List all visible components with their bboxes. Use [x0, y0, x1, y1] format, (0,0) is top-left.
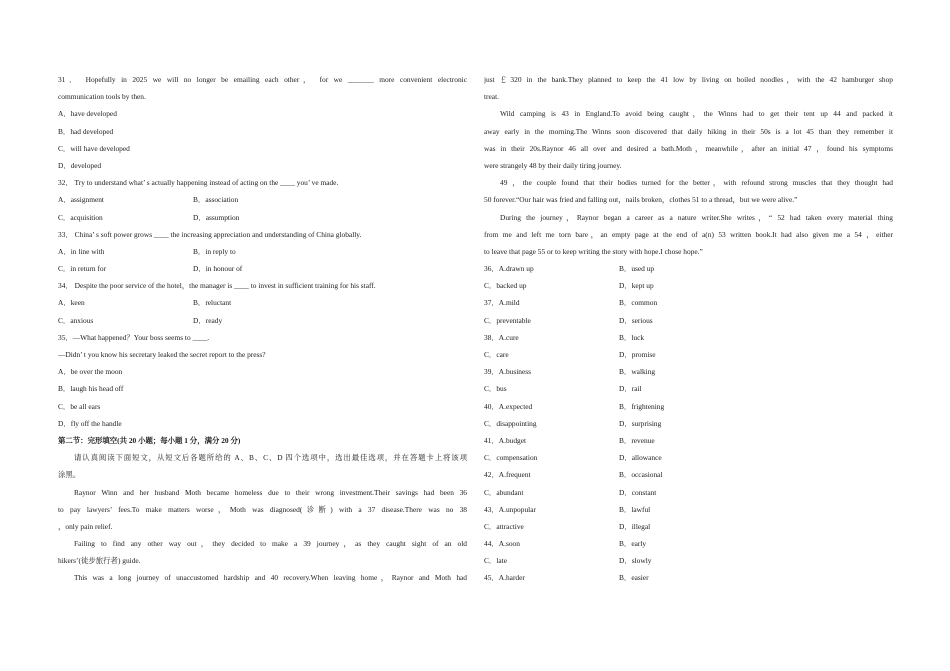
q31-option-c: C．will have developed: [58, 143, 130, 153]
q34-option-d: D．ready: [193, 315, 223, 325]
option-right: D．illegal: [619, 521, 651, 531]
option-row-7: [484, 363, 893, 380]
option-right: D．allowance: [619, 453, 662, 463]
passage-p3-line-1: This was a long journey of unaccustomed hardship and 40 recovery.When leaving home，Raynor and Moth had: [74, 573, 467, 583]
q33-options-row2: [58, 260, 467, 277]
passage-p1-line-1: Raynor Winn and her husband Moth became homeless due to their wrong investment.Their savings had been 36: [74, 487, 467, 497]
option-right: D．slowly: [619, 556, 652, 566]
option-left: 43．A.unpopular: [484, 504, 536, 514]
option-row-17: [484, 535, 893, 552]
option-row-15: [484, 501, 893, 518]
right-column: [484, 71, 893, 587]
q33-option-a: A．in line with: [58, 246, 105, 256]
option-row-1: [484, 260, 893, 277]
section-heading: 第二节：完形填空(共 20 小题；每小题 1 分，满分 20 分): [58, 435, 241, 445]
option-row-8: [484, 380, 893, 397]
q35-option-d: D．fly off the handle: [58, 418, 122, 428]
passage-p6-line-1: During the journey，Raynor began a career as a nature writer.She writes，“ 52 had taken every material thing: [500, 212, 893, 222]
q34-stem: 34． Despite the poor service of the hotel，the manager is ____ to invest in sufficient training for his staff.: [58, 281, 376, 291]
option-left: C．preventable: [484, 315, 531, 325]
q34-option-a: A．keen: [58, 298, 85, 308]
q31-stem-cont: communication tools by then.: [58, 92, 146, 102]
option-row-6: [484, 346, 893, 363]
passage-p4-line-2: away early in the morning.The Winns soon discovered that daily hiking in their 50s is a lot 45 than they remember it: [484, 126, 893, 136]
option-left: C．late: [484, 556, 507, 566]
option-row-12: [484, 449, 893, 466]
option-row-13: [484, 466, 893, 483]
passage-p2-line-1: Failing to find any other way out，they decided to make a 39 journey，as they caught sight of an old: [74, 539, 467, 549]
option-right: B．common: [619, 298, 658, 308]
left-column: [58, 71, 467, 587]
option-right: B．frightening: [619, 401, 665, 411]
q35-stem-cont: —Didn’ t you know his secretary leaked the secret report to the press?: [58, 350, 266, 359]
q32-option-a: A．assignment: [58, 195, 104, 205]
option-row-5: [484, 329, 893, 346]
q32-options-row1: [58, 191, 467, 208]
passage-p3-line-2: just ￡320 in the bank.They planned to keep the 41 low by living on boiled noodles，with the 42 hamburger shop: [484, 75, 893, 84]
passage-p4-line-3: was in their 20s.Raynor 46 all over and desired a bath.Moth，meanwhile，after an initial 47 ，found his symptoms: [484, 143, 893, 153]
option-left: C．attractive: [484, 521, 524, 531]
option-row-9: [484, 398, 893, 415]
option-right: B．revenue: [619, 435, 655, 445]
option-right: D．rail: [619, 384, 642, 394]
q34-options-row2: [58, 312, 467, 329]
q33-options-row1: [58, 243, 467, 260]
passage-p2-line-2: hikers’(徒步旅行者) guide.: [58, 556, 141, 566]
instruction-line-1: 请认真阅读下面短文，从短文后各题所给的 A、B、C、D 四个选项中，选出最佳选项，并在答题卡上将该项: [74, 453, 467, 463]
q33-option-c: C．in return for: [58, 264, 107, 274]
option-left: 38．A.cure: [484, 332, 519, 342]
passage-p1-line-3: ，only pain relief.: [58, 521, 113, 531]
option-left: C．compensation: [484, 453, 538, 463]
q35-option-b: B．laugh his head off: [58, 384, 124, 394]
option-right: B．early: [619, 539, 647, 549]
q31-option-a: A．have developed: [58, 109, 117, 119]
option-row-11: [484, 432, 893, 449]
option-left: 44．A.soon: [484, 539, 520, 549]
passage-p4-line-1: Wild camping is 43 in England.To avoid being caught，the Winns had to get their tent up 44 and packed it: [500, 109, 893, 119]
option-right: B．easier: [619, 573, 649, 583]
q33-option-b: B．in reply to: [193, 246, 236, 256]
option-left: 42．A.frequent: [484, 470, 531, 480]
option-right: D．promise: [619, 350, 656, 359]
passage-p3-line-3: treat.: [484, 92, 499, 102]
q31-stem: 31． Hopefully in 2025 we will no longer be emailing each other， for we _______ more convenient electronic: [58, 75, 467, 84]
q32-option-c: C．acquisition: [58, 212, 103, 222]
option-row-18: [484, 552, 893, 569]
option-row-16: [484, 518, 893, 535]
option-left: 41．A.budget: [484, 435, 527, 445]
passage-p5-line-2: 50 forever.“Our hair was fried and falling out，nails broken，clothes 51 to a thread，but we were alive.”: [484, 195, 798, 205]
option-left: 45．A.harder: [484, 573, 525, 583]
q33-stem: 33． China’ s soft power grows ____ the increasing appreciation and understanding of China globally.: [58, 229, 362, 239]
q34-option-c: C．anxious: [58, 315, 94, 325]
q34-option-b: B．reluctant: [193, 298, 232, 308]
option-right: B．lawful: [619, 504, 651, 514]
option-row-2: [484, 277, 893, 294]
q32-option-b: B．association: [193, 195, 239, 205]
passage-p6-line-2: from me and left me torn bare，an empty page at the end of a(n) 53 written book.It had also given me a 54 ，either: [484, 229, 893, 239]
option-left: C．disappointing: [484, 418, 537, 428]
passage-p1-line-2: to pay lawyers’ fees.To make matters worse，Moth was diagnosed(诊断) with a 37 disease.There was no 38: [58, 504, 467, 514]
q31-option-b: B．had developed: [58, 126, 114, 136]
option-left: C．care: [484, 350, 509, 359]
option-row-19: [484, 569, 893, 586]
option-right: D．kept up: [619, 281, 654, 291]
instruction-line-2: 涂黑。: [58, 470, 81, 480]
option-right: D．constant: [619, 487, 657, 497]
option-left: 36．A.drawn up: [484, 264, 534, 274]
q31-option-d: D．developed: [58, 160, 102, 170]
q35-option-c: C．be all ears: [58, 401, 101, 411]
option-left: C．abundant: [484, 487, 524, 497]
q32-option-d: D．assumption: [193, 212, 240, 222]
option-right: B．walking: [619, 367, 656, 377]
q34-options-row1: [58, 294, 467, 311]
option-row-4: [484, 312, 893, 329]
option-left: 40．A.expected: [484, 401, 533, 411]
q32-options-row2: [58, 209, 467, 226]
option-right: B．occasional: [619, 470, 663, 480]
option-left: 39．A.business: [484, 367, 532, 377]
q35-stem: 35．—What happened？Your boss seems to ____.: [58, 332, 210, 342]
option-right: B．luck: [619, 332, 645, 342]
option-right: D．serious: [619, 315, 653, 325]
option-left: C．backed up: [484, 281, 527, 291]
option-row-10: [484, 415, 893, 432]
option-row-14: [484, 484, 893, 501]
option-row-3: [484, 294, 893, 311]
option-left: 37．A.mild: [484, 298, 520, 308]
q33-option-d: D．in honour of: [193, 264, 243, 274]
passage-p5-line-1: 49 ，the couple found that their bodies turned for the better，with refound strong muscles that they thought had: [500, 178, 893, 188]
q35-option-a: A．be over the moon: [58, 367, 123, 377]
q32-stem: 32． Try to understand what’ s actually happening instead of acting on the ____ you’ ve made.: [58, 178, 339, 188]
option-right: B．used up: [619, 264, 655, 274]
passage-p4-line-4: were strangely 48 by their daily tiring journey.: [484, 160, 622, 170]
passage-p6-line-3: to leave that page 55 or to keep writing the story with hope.I chose hope.”: [484, 246, 703, 256]
option-right: D．surprising: [619, 418, 662, 428]
option-left: C．bus: [484, 384, 507, 394]
